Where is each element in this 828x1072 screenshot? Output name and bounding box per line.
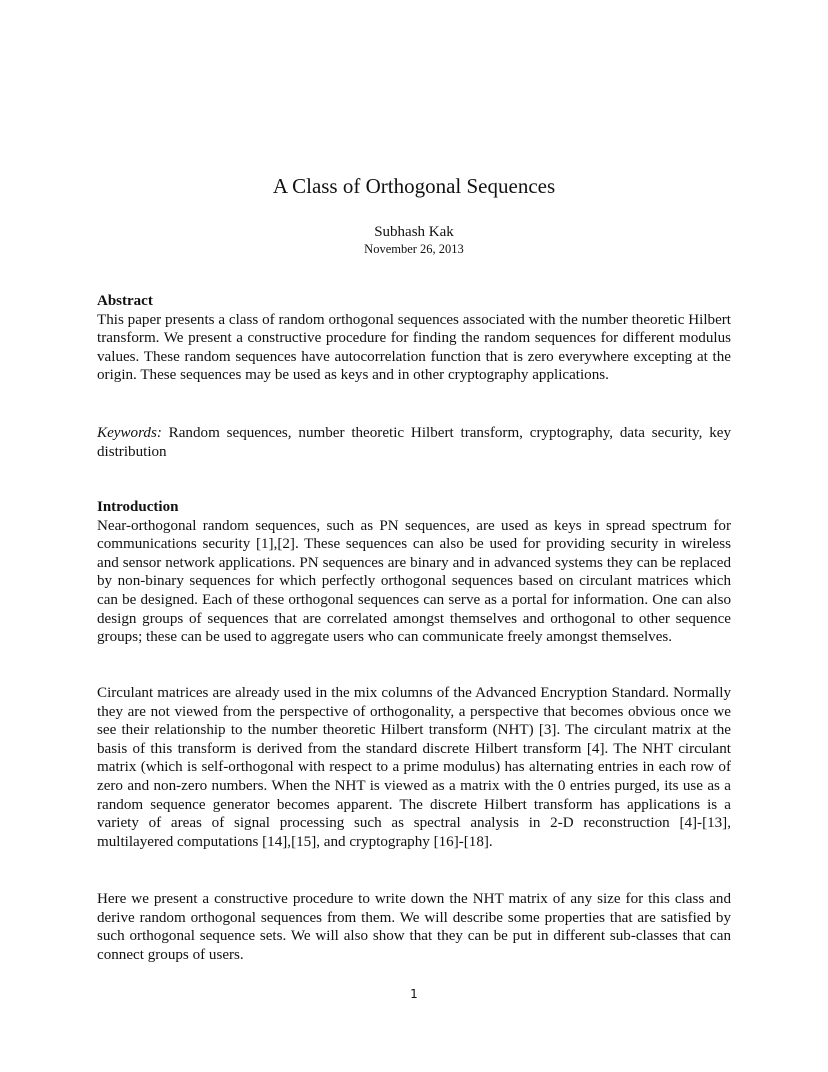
introduction-heading: Introduction — [97, 499, 179, 515]
intro-paragraph-3-block — [97, 890, 731, 964]
keywords-label: Keywords: — [97, 425, 162, 441]
paper-title: A Class of Orthogonal Sequences — [272, 174, 556, 198]
keywords-section — [97, 424, 731, 461]
intro-paragraph-2-block — [97, 684, 731, 851]
keywords-paragraph — [97, 424, 731, 461]
publication-date: November 26, 2013 — [364, 242, 464, 256]
author-name: Subhash Kak — [374, 224, 454, 240]
page-number: 1 — [410, 987, 418, 1001]
keywords-text: Random sequences, number theoretic Hilbert transform, cryptography, data security, key distribution — [97, 425, 731, 460]
introduction-section — [97, 498, 731, 647]
intro-paragraph-2: Circulant matrices are already used in the mix columns of the Advanced Encryption Standard. Normally they are not viewed from the perspective of orthogonality, a perspective that becomes obvious once we see their relationship to the number theoretic Hilbert transform (NHT) [3]. The circulant matrix at the basis of this transform is derived from the standard discrete Hilbert transform [4]. The NHT circulant matrix (which is self-orthogonal with respect to a prime modulus) has alternating entries in each row of zero and non-zero numbers. When the NHT is viewed as a matrix with the 0 entries purged, its use as a random sequence generator becomes apparent. The discrete Hilbert transform has applications is a variety of areas of signal processing such as spectral analysis in 2-D reconstruction [4]-[13], multilayered computations [14],[15], and cryptography [16]-[18]. — [97, 685, 731, 850]
intro-paragraph-1: Near-orthogonal random sequences, such as PN sequences, are used as keys in spread spectrum for communications security [1],[2]. These sequences can also be used for providing security in wireless and sensor network applications. PN sequences are binary and in advanced systems they can be replaced by non-binary sequences for which perfectly orthogonal sequences based on circulant matrices which can be designed. Each of these orthogonal sequences can serve as a portal for information. One can also design groups of sequences that are correlated amongst themselves and orthogonal to other sequence groups; these can be used to aggregate users who can communicate freely amongst themselves. — [97, 517, 731, 646]
abstract-section — [97, 292, 731, 385]
abstract-heading: Abstract — [97, 293, 153, 309]
abstract-text: This paper presents a class of random orthogonal sequences associated with the number theoretic Hilbert transform. We present a constructive procedure for finding the random sequences for different modulus values. These random sequences have autocorrelation function that is zero everywhere excepting at the origin. These sequences may be used as keys and in other cryptography applications. — [97, 311, 731, 384]
intro-paragraph-3: Here we present a constructive procedure to write down the NHT matrix of any size for this class and derive random orthogonal sequences from them. We will describe some properties that are satisfied by such orthogonal sequence sets. We will also show that they can be put in different sub-classes that can connect groups of users. — [97, 891, 731, 963]
